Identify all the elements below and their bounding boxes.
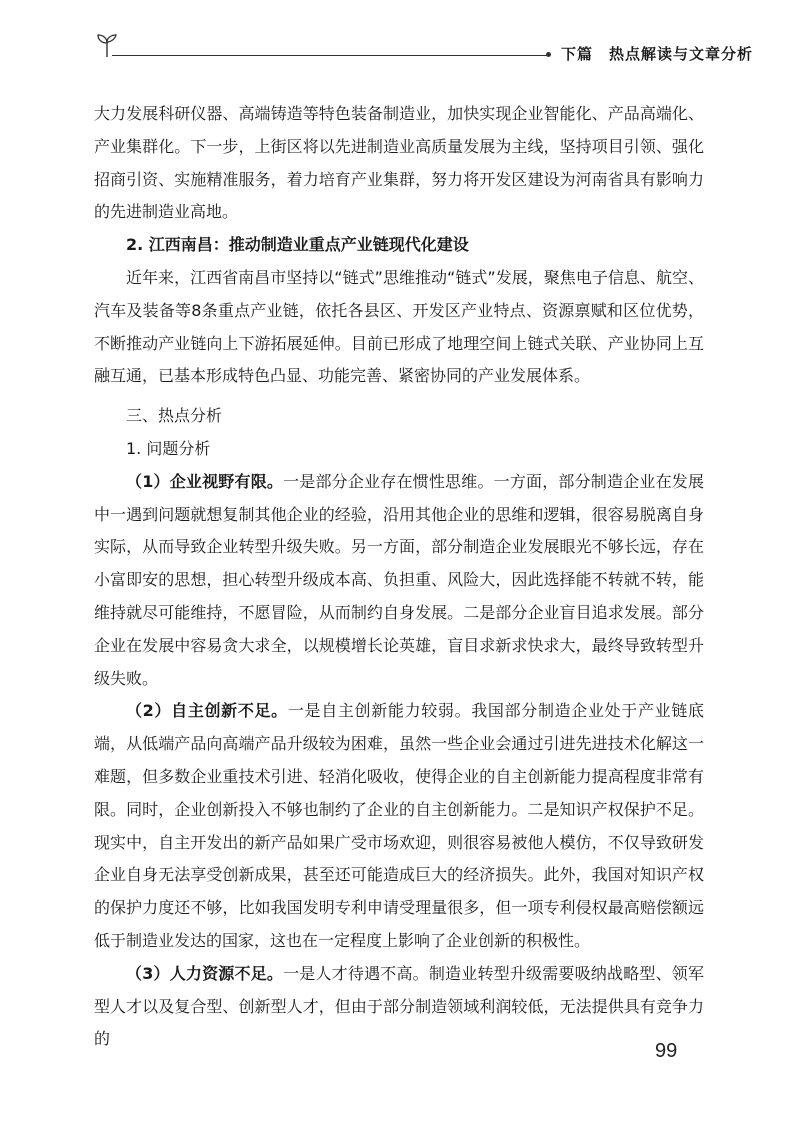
page-body xyxy=(94,98,704,1056)
paragraph-limited-vision xyxy=(94,466,704,696)
header-rule-dot xyxy=(546,52,551,57)
paragraph-nanchang: 近年来，江西省南昌市坚持以“链式”思维推动“链式”发展，聚焦电子信息、航空、汽车及装备等8条重点产业链，依托各县区、开发区产业特点、资源禀赋和区位优势，不断推动产业链向上下游拓展延伸。目前已形成了地理空间上链式关联、产业协同上互融互通，已基本形成特色凸显、功能完善、紧密协同的产业发展体系。 xyxy=(94,267,704,386)
running-title: 下篇 热点解读与文章分析 xyxy=(561,45,754,63)
header-rule xyxy=(112,55,550,56)
paragraph-innovation xyxy=(94,695,704,957)
point-lead: （2）自主创新不足。 xyxy=(126,701,288,721)
running-header xyxy=(94,30,754,70)
subheading-jiangxi-nanchang: 2. 江西南昌：推动制造业重点产业链现代化建设 xyxy=(126,235,469,255)
page-number: 99 xyxy=(655,1040,678,1062)
point-body: 一是自主创新能力较弱。我国部分制造企业处于产业链底端，从低端产品向高端产品升级较为困难，虽然一些企业会通过引进先进技术化解这一难题，但多数企业重技术引进、轻消化吸收，使得企业的自主创新能力提高程度非常有限。同时，企业创新投入不够也制约了企业的自主创新能力。二是知识产权保护不足。现实中，自主开发出的新产品如果广受市场欢迎，则很容易被他人模仿，不仅导致研发企业自身无法享受创新成果，甚至还可能造成巨大的经济损失。此外，我国对知识产权的保护力度还不够，比如我国发明专利申请受理量很多，但一项专利侵权最高赔偿额远低于制造业发达的国家，这也在一定程度上影响了企业创新的积极性。 xyxy=(94,701,704,950)
point-body: 一是人才待遇不高。制造业转型升级需要吸纳战略型、领军型人才以及复合型、创新型人才，但由于部分制造领域利润较低，无法提供具有竞争力的 xyxy=(94,963,704,1049)
subheading-problem-analysis: 1. 问题分析 xyxy=(126,438,211,458)
section-heading-hotspot-analysis: 三、热点分析 xyxy=(126,406,223,426)
point-body: 一是部分企业存在惯性思维。一方面，部分制造企业在发展中一遇到问题就想复制其他企业的经验，沿用其他企业的思维和逻辑，很容易脱离自身实际，从而导致企业转型升级失败。另一方面，部分制造企业发展眼光不够长远，存在小富即安的思想，担心转型升级成本高、负担重、风险大，因此选择能不转就不转，能维持就尽可能维持，不愿冒险，从而制约自身发展。二是部分企业盲目追求发展。部分企业在发展中容易贪大求全，以规模增长论英雄，盲目求新求快求大，最终导致转型升级失败。 xyxy=(94,471,704,688)
point-lead: （3）人力资源不足。 xyxy=(126,963,284,983)
paragraph-continuation: 大力发展科研仪器、高端铸造等特色装备制造业，加快实现企业智能化、产品高端化、产业集群化。下一步，上街区将以先进制造业高质量发展为主线，坚持项目引领、强化招商引资、实施精准服务，着力培育产业集群，努力将开发区建设为河南省具有影响力的先进制造业高地。 xyxy=(94,104,704,222)
paragraph-human-resources xyxy=(94,958,704,1056)
point-lead: （1）企业视野有限。 xyxy=(126,471,284,491)
